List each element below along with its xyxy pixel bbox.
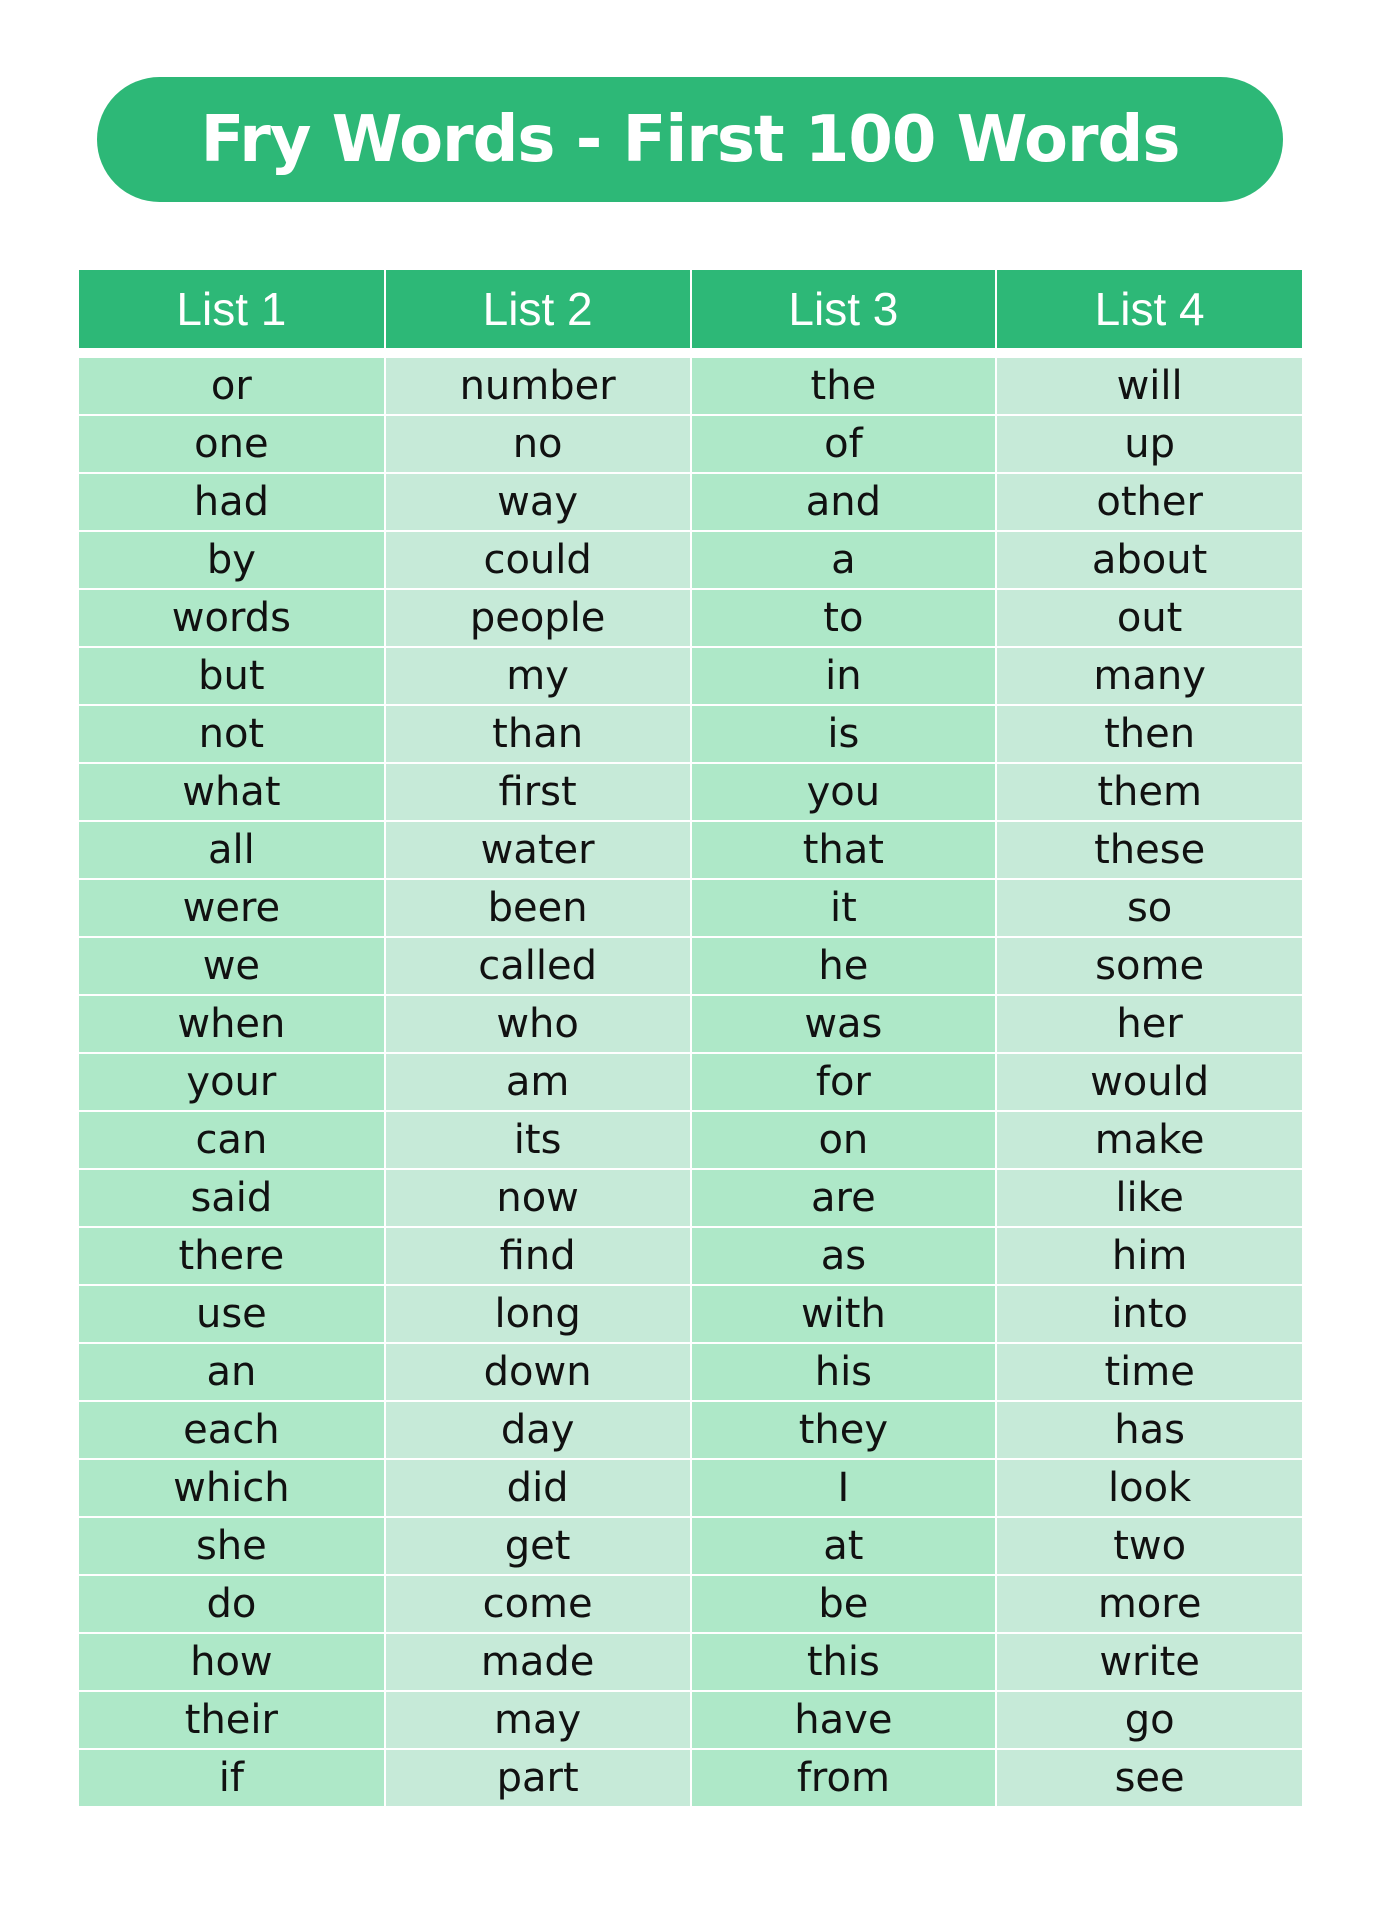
word-cell: each xyxy=(79,1401,385,1459)
word-cell: your xyxy=(79,1053,385,1111)
word-cell: but xyxy=(79,647,385,705)
word-cell: he xyxy=(691,937,997,995)
word-cell: you xyxy=(691,763,997,821)
table-row xyxy=(79,995,1302,1053)
word-cell: number xyxy=(385,357,691,415)
word-cell: an xyxy=(79,1343,385,1401)
word-cell: at xyxy=(691,1517,997,1575)
word-cell: long xyxy=(385,1285,691,1343)
word-cell: about xyxy=(996,531,1302,589)
word-cell: what xyxy=(79,763,385,821)
word-cell: words xyxy=(79,589,385,647)
table-row xyxy=(79,589,1302,647)
word-cell: get xyxy=(385,1517,691,1575)
word-cell: water xyxy=(385,821,691,879)
word-cell: go xyxy=(996,1691,1302,1749)
word-cell: did xyxy=(385,1459,691,1517)
fry-words-table xyxy=(79,270,1302,1808)
word-cell: this xyxy=(691,1633,997,1691)
word-cell: make xyxy=(996,1111,1302,1169)
table-row xyxy=(79,1053,1302,1111)
table-row xyxy=(79,705,1302,763)
word-cell: two xyxy=(996,1517,1302,1575)
page-title: Fry Words - First 100 Words xyxy=(200,102,1180,177)
table-row xyxy=(79,647,1302,705)
word-cell: its xyxy=(385,1111,691,1169)
header-spacer xyxy=(79,348,1302,357)
table-body xyxy=(79,348,1302,1807)
word-cell: her xyxy=(996,995,1302,1053)
word-cell: use xyxy=(79,1285,385,1343)
table-row xyxy=(79,1227,1302,1285)
table-row xyxy=(79,1111,1302,1169)
word-cell: write xyxy=(996,1633,1302,1691)
word-cell: like xyxy=(996,1169,1302,1227)
word-cell: will xyxy=(996,357,1302,415)
word-cell: him xyxy=(996,1227,1302,1285)
word-cell: who xyxy=(385,995,691,1053)
word-cell: by xyxy=(79,531,385,589)
word-cell: first xyxy=(385,763,691,821)
word-cell: has xyxy=(996,1401,1302,1459)
column-header: List 1 xyxy=(79,270,385,348)
word-cell: one xyxy=(79,415,385,473)
word-cell: part xyxy=(385,1749,691,1807)
word-cell: are xyxy=(691,1169,997,1227)
word-cell: how xyxy=(79,1633,385,1691)
table-row xyxy=(79,763,1302,821)
word-cell: and xyxy=(691,473,997,531)
word-cell: no xyxy=(385,415,691,473)
word-cell: time xyxy=(996,1343,1302,1401)
word-cell: is xyxy=(691,705,997,763)
table-row xyxy=(79,1285,1302,1343)
word-cell: more xyxy=(996,1575,1302,1633)
word-cell: up xyxy=(996,415,1302,473)
word-cell: it xyxy=(691,879,997,937)
word-cell: a xyxy=(691,531,997,589)
word-cell: now xyxy=(385,1169,691,1227)
column-header: List 2 xyxy=(385,270,691,348)
word-cell: on xyxy=(691,1111,997,1169)
word-cell: in xyxy=(691,647,997,705)
word-cell: with xyxy=(691,1285,997,1343)
table-row xyxy=(79,473,1302,531)
word-cell: them xyxy=(996,763,1302,821)
column-header: List 4 xyxy=(996,270,1302,348)
table-row xyxy=(79,1633,1302,1691)
table-row xyxy=(79,1575,1302,1633)
table-row xyxy=(79,357,1302,415)
word-cell: come xyxy=(385,1575,691,1633)
table-row xyxy=(79,1749,1302,1807)
column-header: List 3 xyxy=(691,270,997,348)
word-cell: their xyxy=(79,1691,385,1749)
word-cell: there xyxy=(79,1227,385,1285)
word-cell: or xyxy=(79,357,385,415)
word-cell: if xyxy=(79,1749,385,1807)
word-cell: day xyxy=(385,1401,691,1459)
word-cell: that xyxy=(691,821,997,879)
word-cell: she xyxy=(79,1517,385,1575)
word-cell: all xyxy=(79,821,385,879)
word-cell: down xyxy=(385,1343,691,1401)
word-cell: been xyxy=(385,879,691,937)
word-cell: of xyxy=(691,415,997,473)
word-cell: other xyxy=(996,473,1302,531)
word-cell: see xyxy=(996,1749,1302,1807)
word-cell: called xyxy=(385,937,691,995)
table-row xyxy=(79,531,1302,589)
word-cell: for xyxy=(691,1053,997,1111)
word-cell: his xyxy=(691,1343,997,1401)
word-cell: they xyxy=(691,1401,997,1459)
word-cell: my xyxy=(385,647,691,705)
word-cell: am xyxy=(385,1053,691,1111)
word-cell: could xyxy=(385,531,691,589)
word-cell: we xyxy=(79,937,385,995)
word-cell: can xyxy=(79,1111,385,1169)
word-cell: from xyxy=(691,1749,997,1807)
word-cell: which xyxy=(79,1459,385,1517)
table-row xyxy=(79,415,1302,473)
word-cell: than xyxy=(385,705,691,763)
word-cell: not xyxy=(79,705,385,763)
word-cell: out xyxy=(996,589,1302,647)
word-cell: said xyxy=(79,1169,385,1227)
table-row xyxy=(79,1517,1302,1575)
word-cell: the xyxy=(691,357,997,415)
word-cell: were xyxy=(79,879,385,937)
word-cell: as xyxy=(691,1227,997,1285)
word-cell: find xyxy=(385,1227,691,1285)
word-cell: made xyxy=(385,1633,691,1691)
table-row xyxy=(79,879,1302,937)
word-cell: some xyxy=(996,937,1302,995)
word-cell: have xyxy=(691,1691,997,1749)
table-row xyxy=(79,1169,1302,1227)
word-cell: then xyxy=(996,705,1302,763)
table-row xyxy=(79,821,1302,879)
word-cell: so xyxy=(996,879,1302,937)
title-banner xyxy=(97,77,1283,202)
word-cell: be xyxy=(691,1575,997,1633)
word-cell: do xyxy=(79,1575,385,1633)
table-row xyxy=(79,1343,1302,1401)
word-cell: when xyxy=(79,995,385,1053)
word-cell: to xyxy=(691,589,997,647)
word-cell: way xyxy=(385,473,691,531)
header-row xyxy=(79,270,1302,348)
word-cell: may xyxy=(385,1691,691,1749)
table-row xyxy=(79,1459,1302,1517)
word-cell: had xyxy=(79,473,385,531)
word-cell: into xyxy=(996,1285,1302,1343)
word-cell: these xyxy=(996,821,1302,879)
word-cell: was xyxy=(691,995,997,1053)
table-row xyxy=(79,1691,1302,1749)
table-row xyxy=(79,937,1302,995)
word-cell: look xyxy=(996,1459,1302,1517)
word-cell: many xyxy=(996,647,1302,705)
word-cell: would xyxy=(996,1053,1302,1111)
word-cell: I xyxy=(691,1459,997,1517)
table-row xyxy=(79,1401,1302,1459)
word-cell: people xyxy=(385,589,691,647)
